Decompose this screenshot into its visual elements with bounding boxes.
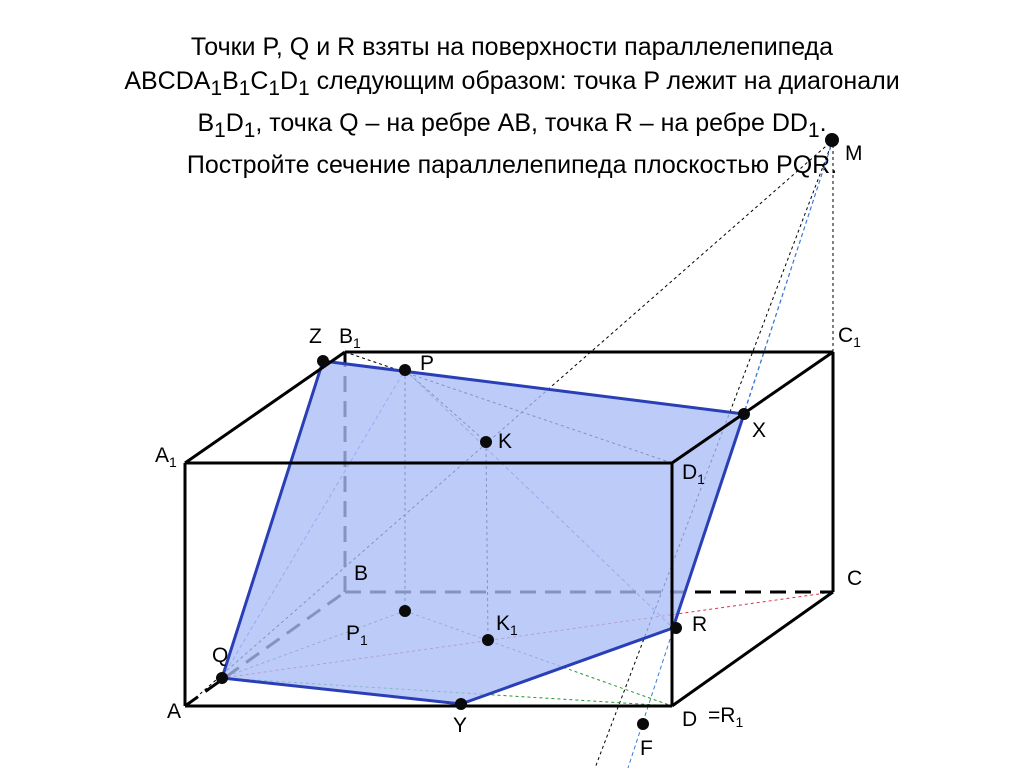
problem-line-2-b: B — [222, 67, 239, 95]
label-r1-main: =R — [708, 704, 736, 727]
label-k: K — [498, 430, 513, 453]
label-k1-main: K — [496, 612, 511, 635]
problem-line-2-e: следующим образом: точка P лежит на диагонали — [309, 67, 900, 95]
label-a1 — [155, 444, 177, 470]
label-c1-main: C — [838, 324, 854, 347]
problem-line-3-sub-2: 1 — [243, 119, 256, 142]
label-m: M — [845, 142, 863, 165]
label-z: Z — [309, 325, 322, 348]
point-k1 — [482, 634, 494, 646]
label-c1 — [838, 324, 861, 350]
label-a1-main: A — [155, 444, 170, 467]
label-p1-sub: 1 — [360, 632, 368, 648]
label-d: D — [682, 708, 698, 731]
label-q: Q — [212, 644, 229, 667]
label-a: A — [167, 700, 182, 723]
problem-line-2-sub-1: 1 — [210, 77, 223, 100]
problem-line-2-sub-2: 1 — [238, 77, 251, 100]
point-k — [480, 436, 492, 448]
problem-line-3-c: , точка Q – на ребре AB, точка R – на ребре DD — [255, 109, 808, 137]
label-c1-sub: 1 — [853, 334, 861, 350]
point-r — [670, 622, 682, 634]
label-k1-sub: 1 — [510, 622, 518, 638]
label-r1 — [708, 704, 743, 730]
label-x: X — [752, 419, 767, 442]
label-y: Y — [453, 714, 468, 737]
label-r1-sub: 1 — [735, 714, 744, 730]
label-b1 — [339, 325, 361, 351]
point-p1 — [399, 605, 411, 617]
label-f: F — [640, 737, 653, 760]
point-y — [455, 698, 467, 710]
point-q — [216, 672, 228, 684]
label-a1-sub: 1 — [169, 454, 177, 470]
problem-line-2-sub-3: 1 — [268, 77, 280, 100]
point-p — [399, 364, 411, 376]
label-d1-sub: 1 — [697, 471, 705, 487]
problem-line-3-b: D — [225, 109, 244, 137]
problem-line-3-sub-3: 1 — [808, 119, 820, 142]
point-z — [317, 355, 329, 367]
problem-line-2-sub-4: 1 — [298, 77, 310, 100]
point-m — [825, 133, 839, 147]
label-r: R — [692, 613, 708, 636]
point-x — [738, 408, 750, 420]
label-p1-main: P — [346, 622, 361, 645]
label-b: B — [354, 562, 369, 585]
label-c: C — [847, 567, 863, 590]
point-f — [637, 718, 649, 730]
edge-d-c — [672, 592, 833, 706]
problem-line-2-a: ABCDA — [124, 67, 211, 95]
label-b1-main: B — [339, 325, 354, 348]
problem-line-1: Точки P, Q и R взяты на поверхности параллелепипеда — [190, 33, 834, 61]
problem-line-3-a: B — [197, 109, 215, 137]
label-p: P — [420, 352, 435, 375]
blue-line-m-x — [744, 140, 833, 414]
problem-line-3-d: . — [819, 109, 827, 137]
problem-line-4: Постройте сечение параллелепипеда плоскостью PQR. — [186, 151, 838, 179]
label-d1-main: D — [682, 461, 698, 484]
problem-line-2-d: D — [280, 67, 299, 95]
label-b1-sub: 1 — [353, 335, 361, 351]
problem-line-3-sub-1: 1 — [214, 119, 226, 142]
problem-line-2-c: C — [250, 67, 269, 95]
